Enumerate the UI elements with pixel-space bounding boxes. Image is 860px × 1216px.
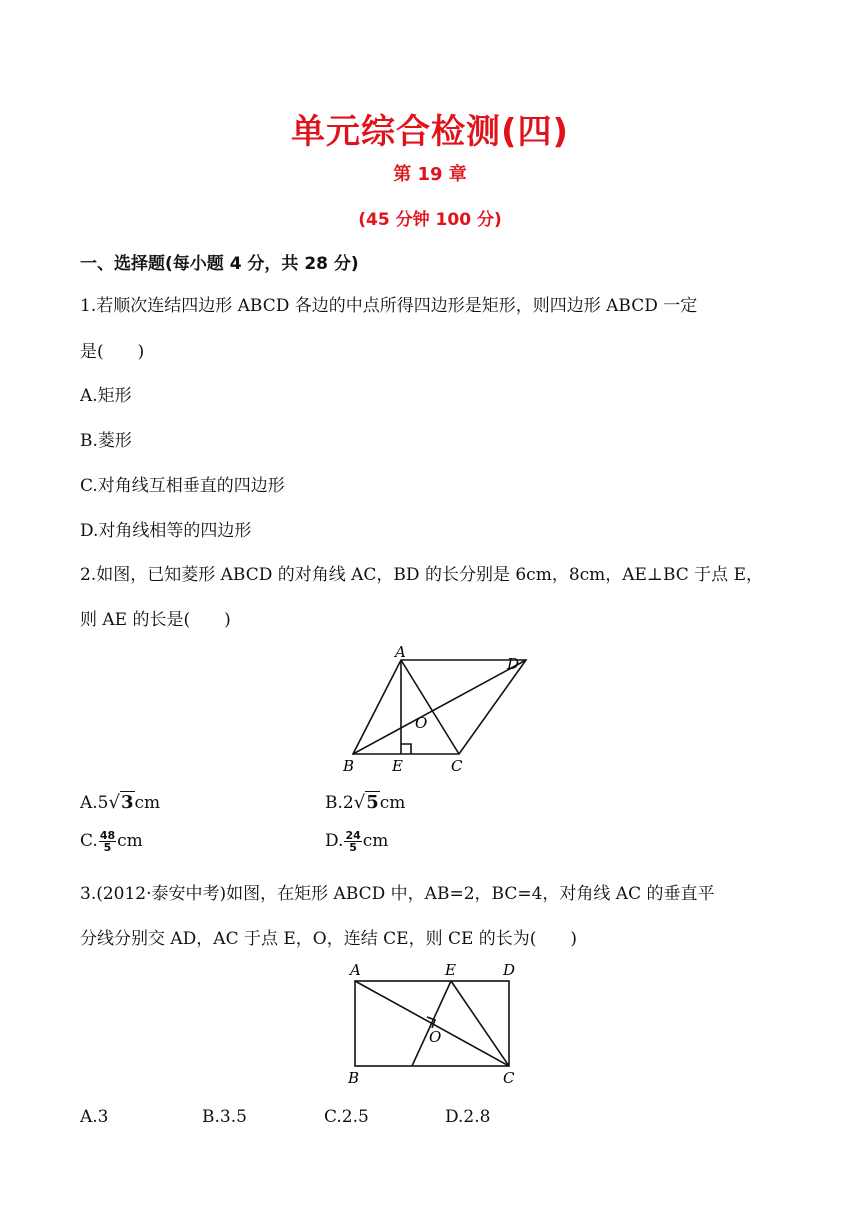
segment-ce: [451, 981, 509, 1066]
q2-option-d: D. $\frac{24}{5}$ cm: [325, 829, 389, 854]
q1-option-b: B.菱形: [80, 431, 132, 451]
label-e: E: [445, 961, 456, 979]
q3-option-a: A.3: [80, 1107, 109, 1127]
label-a: A: [350, 961, 361, 979]
perpendicular-bisector: [412, 981, 451, 1066]
page-title: 单元综合检测(四): [290, 112, 570, 152]
q3-stem-line1: 3.(2012·泰安中考)如图，在矩形 ABCD 中，AB=2，BC=4，对角线 AC 的垂直平: [80, 884, 715, 904]
q3-option-b: B.3.5: [202, 1107, 247, 1127]
q2-rhombus-figure: [335, 640, 535, 780]
q2-option-a: A.5√3cm: [80, 792, 161, 813]
q1-option-c: C.对角线互相垂直的四边形: [80, 476, 285, 496]
q3-option-d: D.2.8: [445, 1107, 491, 1127]
label-b: B: [343, 757, 355, 775]
q3-option-c: C.2.5: [324, 1107, 369, 1127]
label-e: E: [392, 757, 403, 775]
q2-option-b: B.2√5cm: [325, 792, 406, 813]
label-c: C: [503, 1069, 515, 1087]
q1-option-d: D.对角线相等的四边形: [80, 521, 252, 541]
label-b: B: [348, 1069, 360, 1087]
label-o: O: [429, 1028, 442, 1046]
time-score-label: (45 分钟 100 分): [358, 210, 502, 230]
label-a: A: [395, 643, 406, 661]
q3-rectangle-figure: [340, 958, 530, 1090]
label-c: C: [451, 757, 463, 775]
q1-option-a: A.矩形: [80, 386, 132, 406]
label-d: D: [503, 961, 516, 979]
label-d: D: [507, 655, 520, 673]
chapter-label: 第 19 章: [393, 164, 467, 185]
section-heading: 一、选择题(每小题 4 分，共 28 分): [80, 254, 359, 274]
q2-option-c: C. $\frac{48}{5}$ cm: [80, 829, 143, 854]
q3-stem-line2: 分线分别交 AD，AC 于点 E，O，连结 CE，则 CE 的长为( ): [80, 929, 578, 949]
q1-stem-line1: 1.若顺次连结四边形 ABCD 各边的中点所得四边形是矩形，则四边形 ABCD 一定: [80, 296, 698, 316]
right-angle-mark: [401, 744, 411, 754]
q2-stem-line1: 2.如图，已知菱形 ABCD 的对角线 AC，BD 的长分别是 6cm，8cm，AE⊥BC 于点 E，: [80, 565, 763, 585]
label-o: O: [415, 714, 428, 732]
q2-stem-line2: 则 AE 的长是( ): [80, 610, 231, 630]
q1-stem-line2: 是( ): [80, 342, 145, 362]
diagonal-bd: [353, 660, 526, 754]
diagonal-ac: [401, 660, 459, 754]
